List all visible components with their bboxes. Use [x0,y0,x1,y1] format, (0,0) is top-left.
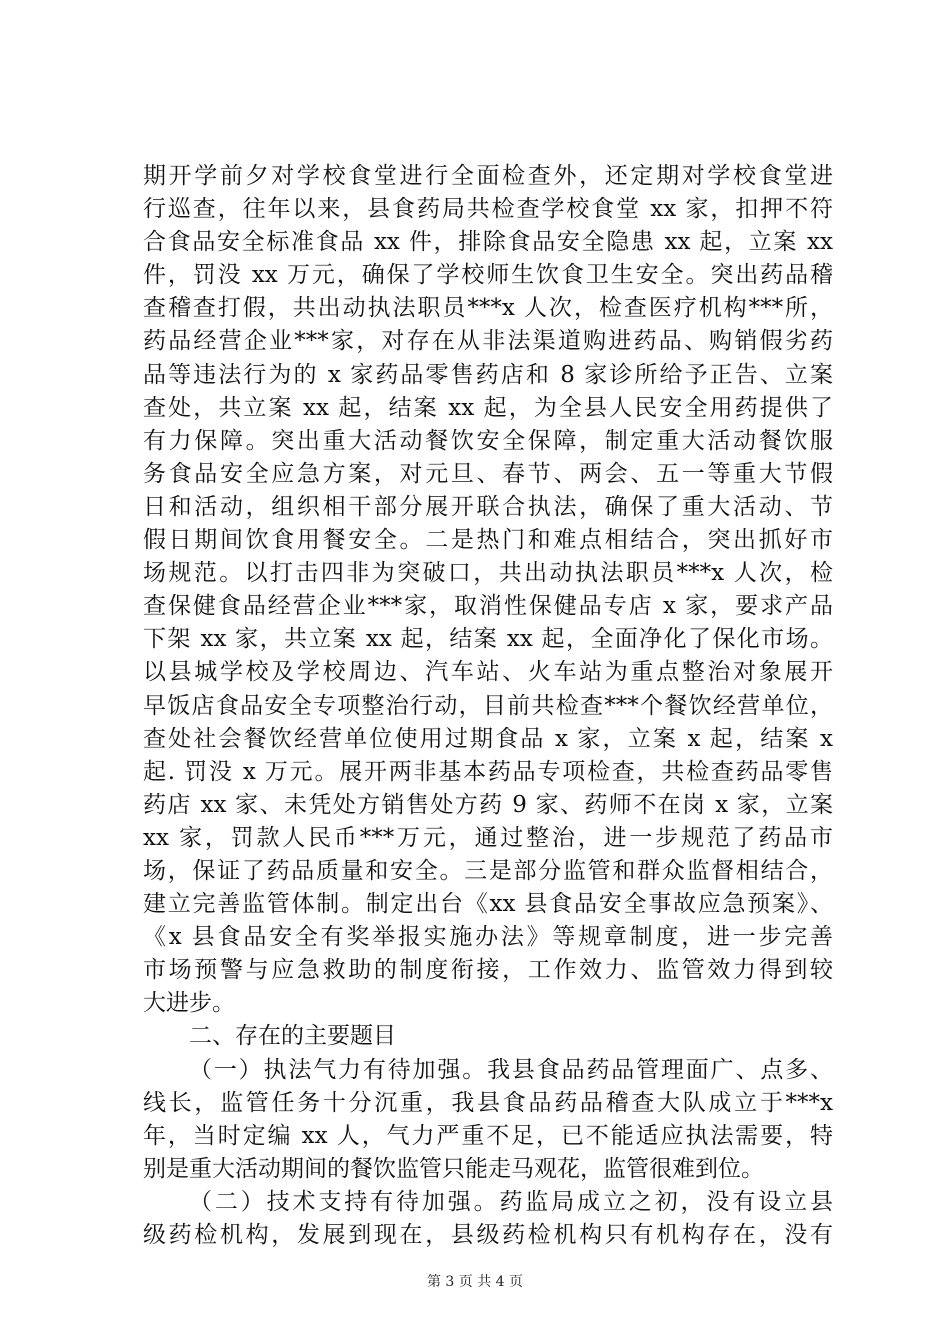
text-line: 《x 县食品安全有奖举报实施办法》等规章制度，进一步完善 [143,924,833,951]
text-line: 件，罚没 xx 万元，确保了学校师生饮食卫生安全。突出药品稽 [143,262,833,289]
paragraph-2-line: 级药检机构，发展到现在，县级药检机构只有机构存在，没有 [143,1222,833,1248]
page-footer: 第 3 页 共 4 页 [426,1274,524,1290]
text-line: xx 家，罚款人民币***万元，通过整治，进一步规范了药品市 [143,824,833,851]
text-line: 早饭店食品安全专项整治行动，目前共检查***个餐饮经营单位， [143,692,833,719]
paragraph-1-line: （一）执法气力有待加强。我县食品药品管理面广、点多、 [189,1056,833,1083]
text-line: 务食品安全应急方案，对元旦、春节、两会、五一等重大节假 [143,460,833,487]
text-line: 查保健食品经营企业***家，取消性保健品专店 x 家，要求产品 [143,593,833,620]
text-line: 假日期间饮食用餐安全。二是热门和难点相结合，突出抓好市 [143,527,833,554]
body-text [143,160,833,1252]
text-line: 场，保证了药品质量和安全。三是部分监管和群众监督相结合， [143,857,833,884]
text-line: 品等违法行为的 x 家药品零售药店和 8 家诊所给予正告、立案 [143,361,833,388]
text-line: 日和活动，组织相干部分展开联合执法，确保了重大活动、节 [143,493,833,520]
section-heading: 二、存在的主要题目 [189,1023,396,1050]
text-line: 查处社会餐饮经营单位使用过期食品 x 家，立案 x 起，结案 x [143,725,833,752]
text-line: 查稽查打假，共出动执法职员***x 人次，检查医疗机构***所， [143,295,833,322]
paragraph-2-line: （二）技术支持有待加强。药监局成立之初，没有设立县 [189,1188,833,1215]
text-line: 药店 xx 家、未凭处方销售处方药 9 家、药师不在岗 x 家，立案 [143,791,833,818]
text-line: 期开学前夕对学校食堂进行全面检查外，还定期对学校食堂进 [143,163,833,189]
text-line: 大进步。 [143,990,235,1017]
paragraph-1-line: 线长，监管任务十分沉重，我县食品药品稽查大队成立于***x [143,1089,833,1116]
text-line: 以县城学校及学校周边、汽车站、火车站为重点整治对象展开 [143,659,833,686]
text-line: 合食品安全标准食品 xx 件，排除食品安全隐患 xx 起，立案 xx [143,229,833,256]
text-line: 建立完善监管体制。制定出台《xx 县食品安全事故应急预案》、 [143,891,833,918]
text-line: 行巡查，往年以来，县食药局共检查学校食堂 xx 家，扣押不符 [143,196,833,223]
text-line: 场规范。以打击四非为突破口，共出动执法职员***x 人次，检 [143,560,833,587]
text-line: 市场预警与应急救助的制度衔接，工作效力、监管效力得到较 [143,957,833,984]
paragraph-1-line: 年，当时定编 xx 人，气力严重不足，已不能适应执法需要，特 [143,1122,833,1149]
paragraph-1-line: 别是重大活动期间的餐饮监管只能走马观花，监管很难到位。 [143,1155,764,1182]
text-line: 起. 罚没 x 万元。展开两非基本药品专项检查，共检查药品零售 [143,758,833,785]
text-line: 药品经营企业***家，对存在从非法渠道购进药品、购销假劣药 [143,328,833,355]
text-line: 查处，共立案 xx 起，结案 xx 起，为全县人民安全用药提供了 [143,394,833,421]
text-line: 有力保障。突出重大活动餐饮安全保障，制定重大活动餐饮服 [143,427,833,454]
text-line: 下架 xx 家，共立案 xx 起，结案 xx 起，全面净化了保化市场。 [143,626,833,653]
